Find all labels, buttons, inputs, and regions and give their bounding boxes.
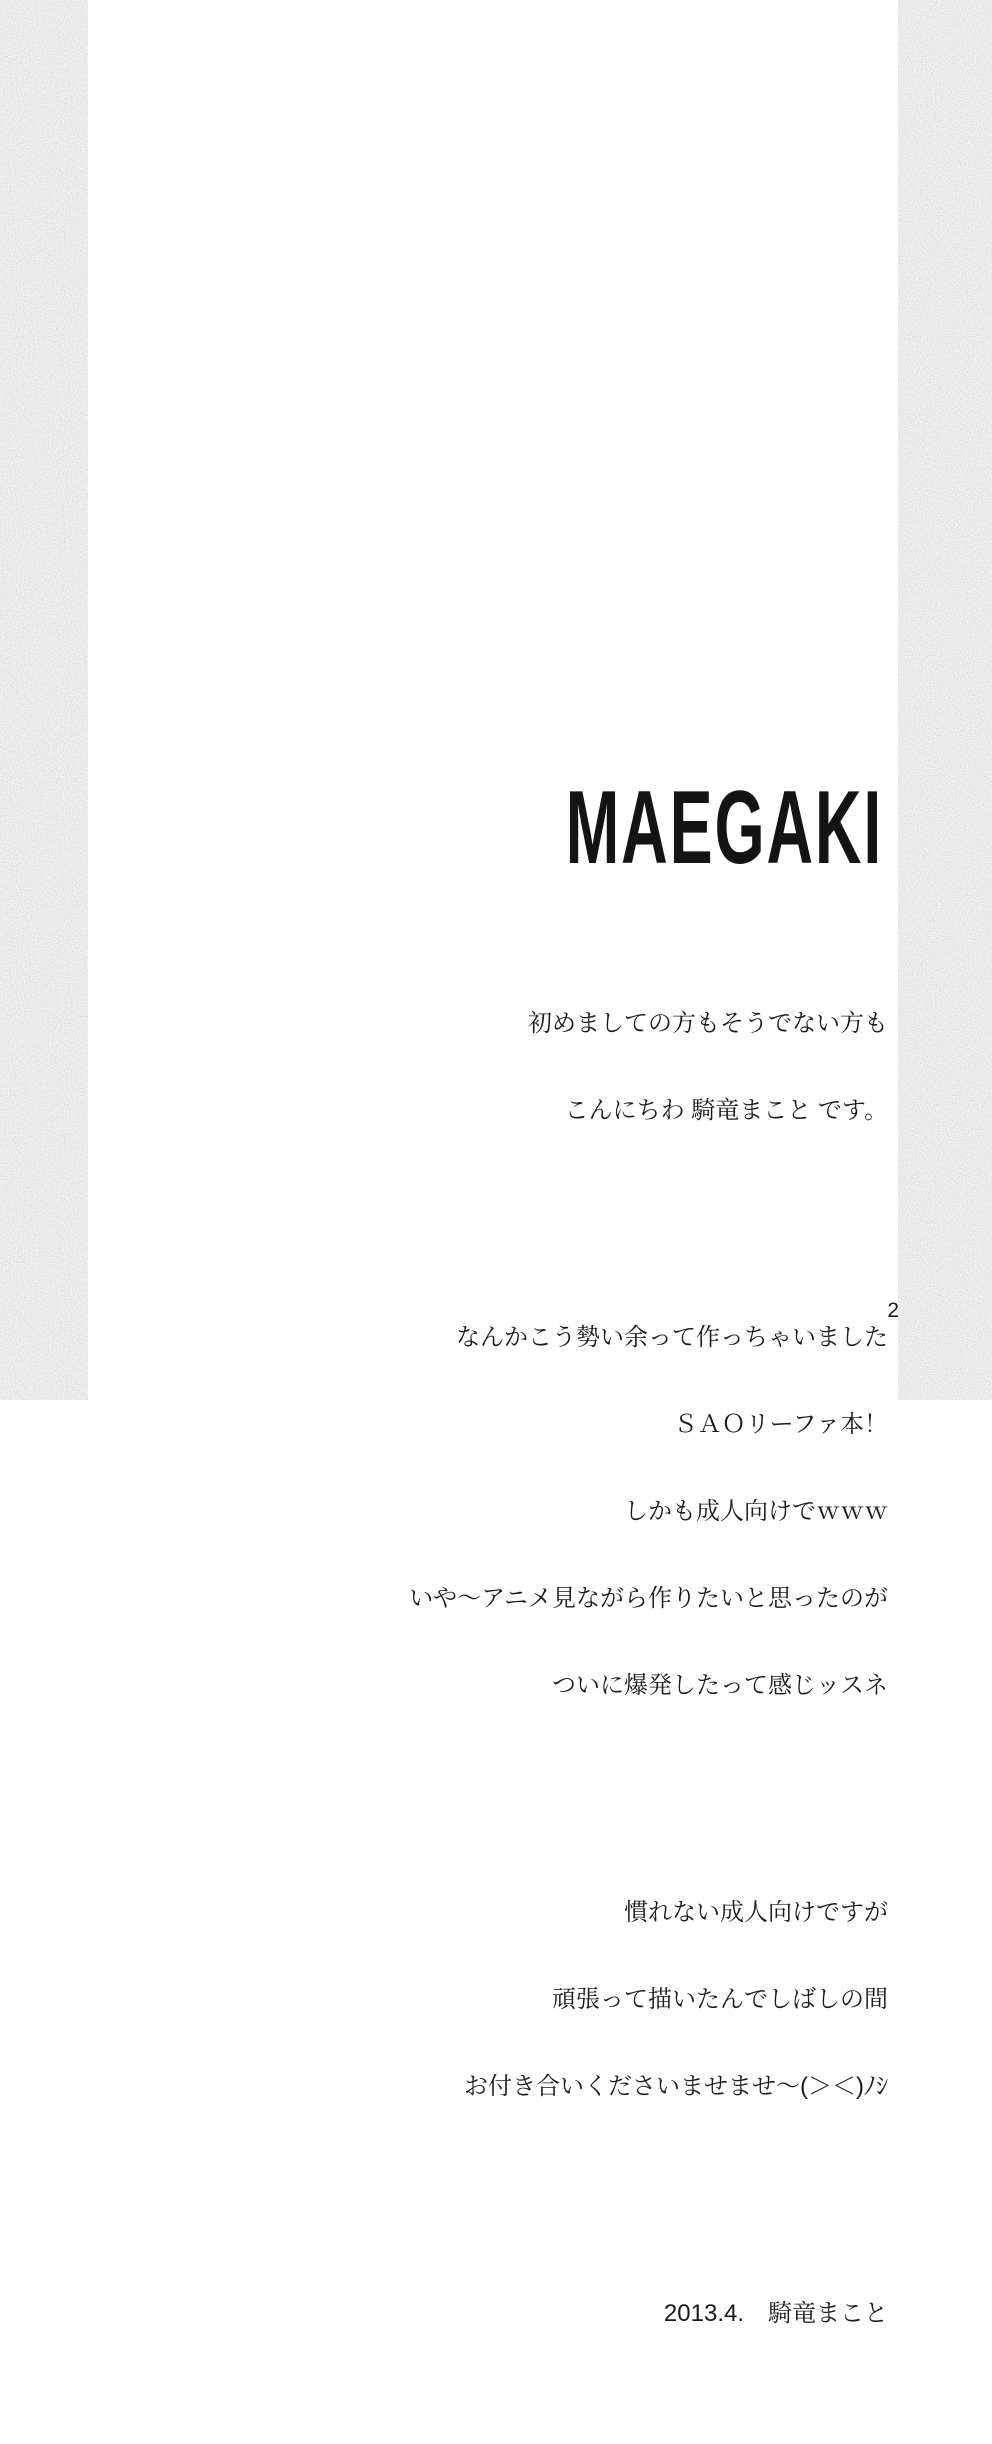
paragraph-signature [409,2241,888,2386]
paragraph-greeting [409,951,888,1183]
paragraph-about-book [409,1265,888,1758]
text-line: こんにちわ 騎竜まこと です。 [564,1097,888,1124]
page-number: 2 [887,1299,899,1322]
paragraph-closing [409,1840,888,2159]
date-signature-line: 2013.4. 騎竜まこと [663,2300,888,2327]
text-line: お付き合いくださいませませ～(＞＜)ﾉｼ [464,2073,888,2100]
scan-noise-border-right [898,0,992,1400]
page-title: MAEGAKI [565,770,883,886]
text-line: ＳＡＯリーファ本！ [673,1411,888,1438]
text-line: ついに爆発したって感じッスネ [552,1672,888,1699]
text-line: いや～アニメ見ながら作りたいと思ったのが [409,1585,888,1612]
text-line: しかも成人向けでｗｗｗ [624,1498,888,1525]
text-line: 慣れない成人向けですが [624,1899,888,1926]
scan-noise-border-left [0,0,88,1400]
text-line: なんかこう勢い余って作っちゃいました [456,1324,888,1351]
text-line: 頑張って描いたんでしばしの間 [552,1986,888,2013]
preface-text [409,893,888,2444]
text-line: 初めましての方もそうでない方も [528,1010,888,1037]
